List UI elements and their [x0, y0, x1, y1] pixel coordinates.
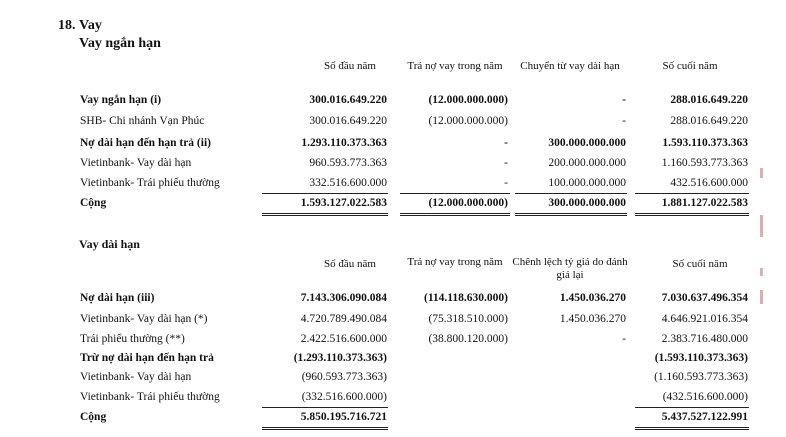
double-rule — [262, 213, 388, 214]
scan-mark — [760, 268, 763, 276]
row-label: Vietinbank- Vay dài hạn — [80, 157, 192, 169]
cell: (12.000.000.000) — [428, 197, 508, 209]
double-rule — [400, 213, 510, 214]
cell: 4.720.789.490.084 — [300, 313, 387, 325]
cell: 4.646.921.016.354 — [661, 313, 748, 325]
double-rule — [635, 215, 749, 216]
st-col-repayment: Trả nợ vay trong năm — [407, 60, 503, 72]
lt-col-opening: Số đầu năm — [324, 258, 376, 270]
cell: 1.593.110.373.363 — [662, 137, 748, 149]
cell: - — [622, 333, 626, 345]
scan-mark — [760, 168, 763, 178]
cell: 300.016.649.220 — [309, 94, 387, 106]
row-label: Vietinbank- Trái phiếu thường — [80, 177, 220, 189]
row-label: Nợ dài hạn đến hạn trả (ii) — [80, 137, 211, 149]
cell: 7.030.637.496.354 — [661, 292, 748, 304]
cell: 5.850.195.716.721 — [300, 411, 387, 423]
row-label: Vay ngắn hạn (i) — [80, 94, 162, 106]
cell: (432.516.600.000) — [662, 391, 748, 403]
lt-col-repayment: Trả nợ vay trong năm — [407, 256, 503, 268]
cell: 288.016.649.220 — [670, 115, 748, 127]
row-label: Cộng — [80, 197, 107, 209]
cell: (332.516.600.000) — [301, 391, 387, 403]
double-rule — [262, 429, 388, 430]
cell: 7.143.306.090.084 — [300, 292, 387, 304]
cell: 100.000.000.000 — [548, 177, 626, 189]
cell: - — [622, 115, 626, 127]
scan-mark — [760, 215, 763, 237]
double-rule — [515, 213, 627, 214]
double-rule — [400, 215, 510, 216]
cell: 1.593.127.022.583 — [300, 197, 387, 209]
cell: 1.160.593.773.363 — [661, 157, 748, 169]
cell: (38.800.120.000) — [428, 333, 508, 345]
row-label: Nợ dài hạn (iii) — [80, 292, 155, 304]
cell: (1.593.110.373.363) — [654, 352, 748, 364]
section-title: Vay — [79, 18, 102, 33]
short-term-heading: Vay ngắn hạn — [79, 36, 161, 51]
row-label: Vietinbank- Vay dài hạn (*) — [80, 313, 208, 325]
st-col-opening: Số đầu năm — [324, 60, 376, 72]
cell: 300.000.000.000 — [548, 197, 626, 209]
total-rule — [262, 407, 388, 408]
cell: (960.593.773.363) — [301, 371, 387, 383]
total-rule — [515, 193, 627, 194]
cell: 2.422.516.600.000 — [300, 333, 387, 345]
total-rule — [262, 193, 388, 194]
double-rule — [262, 215, 388, 216]
row-label: Vietinbank- Vay dài hạn — [80, 371, 192, 383]
cell: (12.000.000.000) — [428, 115, 508, 127]
cell: - — [504, 137, 508, 149]
cell: - — [504, 177, 508, 189]
cell: 300.000.000.000 — [548, 137, 626, 149]
lt-col-fx-diff: Chênh lệch tỷ giá do đánh giá lại — [512, 256, 628, 281]
st-col-closing: Số cuối năm — [662, 60, 718, 72]
cell: 288.016.649.220 — [670, 94, 748, 106]
double-rule — [635, 213, 749, 214]
double-rule — [262, 427, 388, 428]
section-number: 18. — [58, 18, 76, 33]
cell: - — [622, 94, 626, 106]
cell: (75.318.510.000) — [428, 313, 508, 325]
cell: 1.450.036.270 — [559, 313, 626, 325]
cell: 5.437.527.122.991 — [661, 411, 748, 423]
cell: (114.118.630.000) — [423, 292, 508, 304]
total-rule — [635, 407, 749, 408]
st-col-transfer: Chuyển từ vay dài hạn — [520, 60, 620, 72]
cell: 432.516.600.000 — [670, 177, 748, 189]
total-rule — [635, 193, 749, 194]
row-label: Vietinbank- Trái phiếu thường — [80, 391, 220, 403]
cell: (12.000.000.000) — [428, 94, 508, 106]
cell: 1.450.036.270 — [559, 292, 626, 304]
lt-col-closing: Số cuối năm — [672, 258, 728, 270]
cell: 300.016.649.220 — [309, 115, 387, 127]
cell: 2.383.716.480.000 — [661, 333, 748, 345]
cell: - — [504, 157, 508, 169]
cell: 960.593.773.363 — [309, 157, 387, 169]
double-rule — [515, 215, 627, 216]
scan-mark — [760, 290, 763, 304]
cell: 1.293.110.373.363 — [301, 137, 387, 149]
total-rule — [400, 193, 510, 194]
row-label: Trừ nợ dài hạn đến hạn trả — [80, 352, 214, 364]
long-term-heading: Vay dài hạn — [79, 237, 140, 251]
cell: 332.516.600.000 — [309, 177, 387, 189]
cell: (1.160.593.773.363) — [654, 371, 748, 383]
double-rule — [635, 429, 749, 430]
row-label: Trái phiếu thường (**) — [80, 333, 185, 345]
cell: 1.881.127.022.583 — [661, 197, 748, 209]
cell: 200.000.000.000 — [548, 157, 626, 169]
double-rule — [635, 427, 749, 428]
row-label: Cộng — [80, 411, 107, 423]
row-label: SHB- Chi nhánh Vạn Phúc — [80, 115, 205, 127]
cell: (1.293.110.373.363) — [293, 352, 387, 364]
